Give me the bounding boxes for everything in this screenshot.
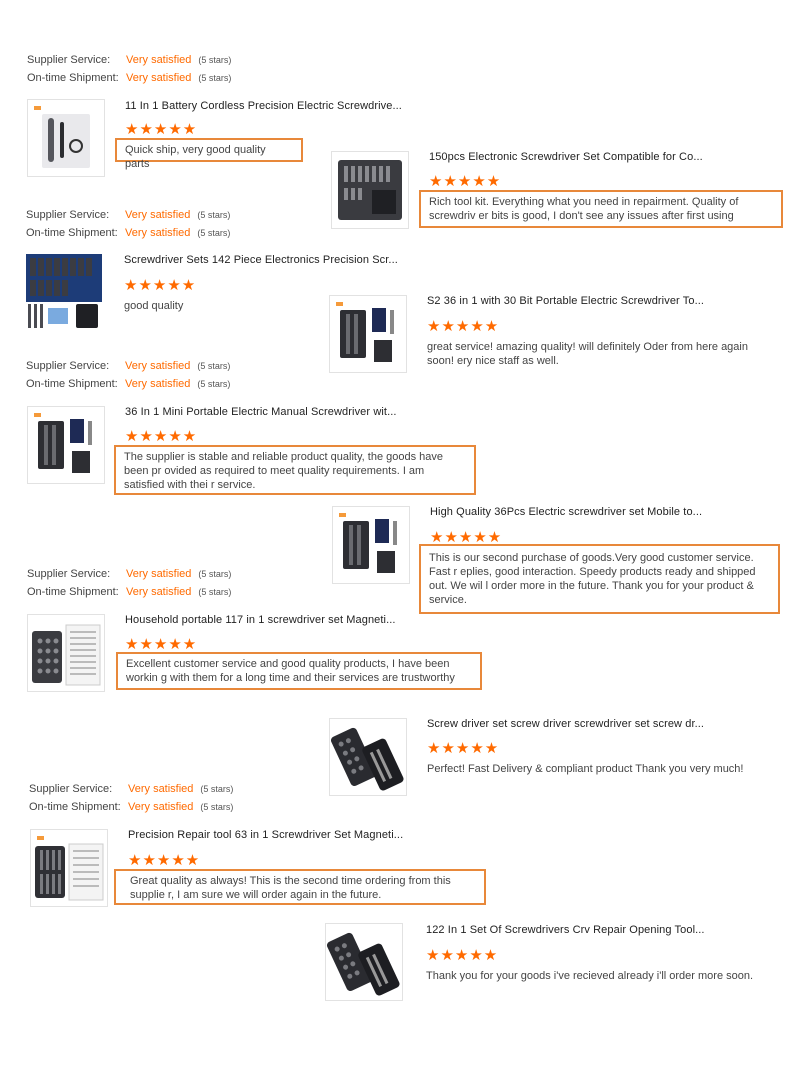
star-rating: ★★★★★ [426,947,499,964]
star-rating: ★★★★★ [430,529,503,546]
electric-kit-image[interactable] [27,406,105,484]
supplier-service-value: Very satisfied [125,209,191,221]
shipment-value: Very satisfied [126,72,192,84]
supplier-service-value: Very satisfied [126,54,192,66]
review-text: great service! amazing quality! will definitely Oder from here again soon! ery nice staff as well. [427,341,748,367]
product-title[interactable]: S2 36 in 1 with 30 Bit Portable Electric Screwdriver To... [427,295,705,307]
shipment-stars: (5 stars) [197,228,231,238]
shipment-value: Very satisfied [128,801,194,813]
product-title[interactable]: 150pcs Electronic Screwdriver Set Compatible for Co... [429,151,703,163]
shipment-label: On-time Shipment: [27,586,119,598]
rating-summary [29,780,233,816]
supplier-service-value: Very satisfied [128,783,194,795]
product-title[interactable]: 36 In 1 Mini Portable Electric Manual Screwdriver wit... [125,406,397,418]
star-rating: ★★★★★ [124,277,197,294]
rating-summary [26,206,230,242]
review-text: Perfect! Fast Delivery & compliant product Thank you very much! [427,763,744,775]
rating-summary [26,357,230,393]
product-title[interactable]: Screw driver set screw driver screwdriver set screw dr... [427,718,705,730]
shipment-label: On-time Shipment: [29,801,121,813]
supplier-service-label: Supplier Service: [26,209,110,221]
rating-summary [27,51,231,87]
review-text: good quality [124,300,184,312]
product-title[interactable]: 122 In 1 Set Of Screwdrivers Crv Repair Opening Tool... [426,924,705,936]
shipment-value: Very satisfied [126,586,192,598]
shipment-label: On-time Shipment: [26,378,118,390]
supplier-service-stars: (5 stars) [197,210,231,220]
star-rating: ★★★★★ [427,740,500,757]
supplier-service-label: Supplier Service: [27,54,111,66]
supplier-service-stars: (5 stars) [198,569,232,579]
supplier-service-stars: (5 stars) [200,784,234,794]
star-rating: ★★★★★ [125,121,198,138]
review-text: Rich tool kit. Everything what you need in repairment. Quality of screwdriv er bits is good, I don't see any issues after first using [419,190,783,228]
shipment-value: Very satisfied [125,378,191,390]
supplier-service-label: Supplier Service: [27,568,111,580]
product-title[interactable]: Precision Repair tool 63 in 1 Screwdriver Set Magneti... [128,829,404,841]
black-cases-image[interactable] [329,718,407,796]
review-text: Thank you for your goods i've recieved already i'll order more soon. [426,970,754,982]
star-rating: ★★★★★ [429,173,502,190]
bit-set-image[interactable] [27,614,105,692]
shipment-stars: (5 stars) [198,73,232,83]
product-title[interactable]: Screwdriver Sets 142 Piece Electronics Precision Scr... [124,254,398,266]
product-title[interactable]: 11 In 1 Battery Cordless Precision Electric Screwdrive... [125,100,402,112]
product-title[interactable]: Household portable 117 in 1 screwdriver set Magneti... [125,614,396,626]
shipment-stars: (5 stars) [197,379,231,389]
review-text: Quick ship, very good quality parts [115,138,303,162]
rating-summary [27,565,231,601]
supplier-service-stars: (5 stars) [197,361,231,371]
supplier-service-value: Very satisfied [125,360,191,372]
black-cases-image[interactable] [325,923,403,1001]
star-rating: ★★★★★ [125,636,198,653]
supplier-service-value: Very satisfied [126,568,192,580]
star-rating: ★★★★★ [128,852,201,869]
shipment-label: On-time Shipment: [27,72,119,84]
shipment-label: On-time Shipment: [26,227,118,239]
pen-screwdriver-image[interactable] [27,99,105,177]
electric-kit-image[interactable] [332,506,410,584]
product-title[interactable]: High Quality 36Pcs Electric screwdriver set Mobile to... [430,506,703,518]
review-text: The supplier is stable and reliable product quality, the goods have been pr ovided as required to meet quality requirements. I am satisfied with thei r service. [114,445,476,495]
shipment-stars: (5 stars) [200,802,234,812]
electric-kit-image[interactable] [329,295,407,373]
bit-case-image[interactable] [331,151,409,229]
shipment-stars: (5 stars) [198,587,232,597]
shipment-value: Very satisfied [125,227,191,239]
review-text: This is our second purchase of goods.Very good customer service. Fast r eplies, good interaction. Speedy products ready and shipped out. We wil l order more in the future. Thank you for your product & service. [419,544,780,614]
blue-toolkit-image[interactable] [26,254,102,330]
supplier-service-stars: (5 stars) [198,55,232,65]
star-rating: ★★★★★ [125,428,198,445]
bit-set-image[interactable] [30,829,108,907]
review-text: Great quality as always! This is the second time ordering from this supplie r, I am sure we will order again in the future. [114,869,486,905]
supplier-service-label: Supplier Service: [26,360,110,372]
review-text: Excellent customer service and good quality products, I have been workin g with them for a long time and their services are trustworthy [116,652,482,690]
supplier-service-label: Supplier Service: [29,783,113,795]
star-rating: ★★★★★ [427,318,500,335]
